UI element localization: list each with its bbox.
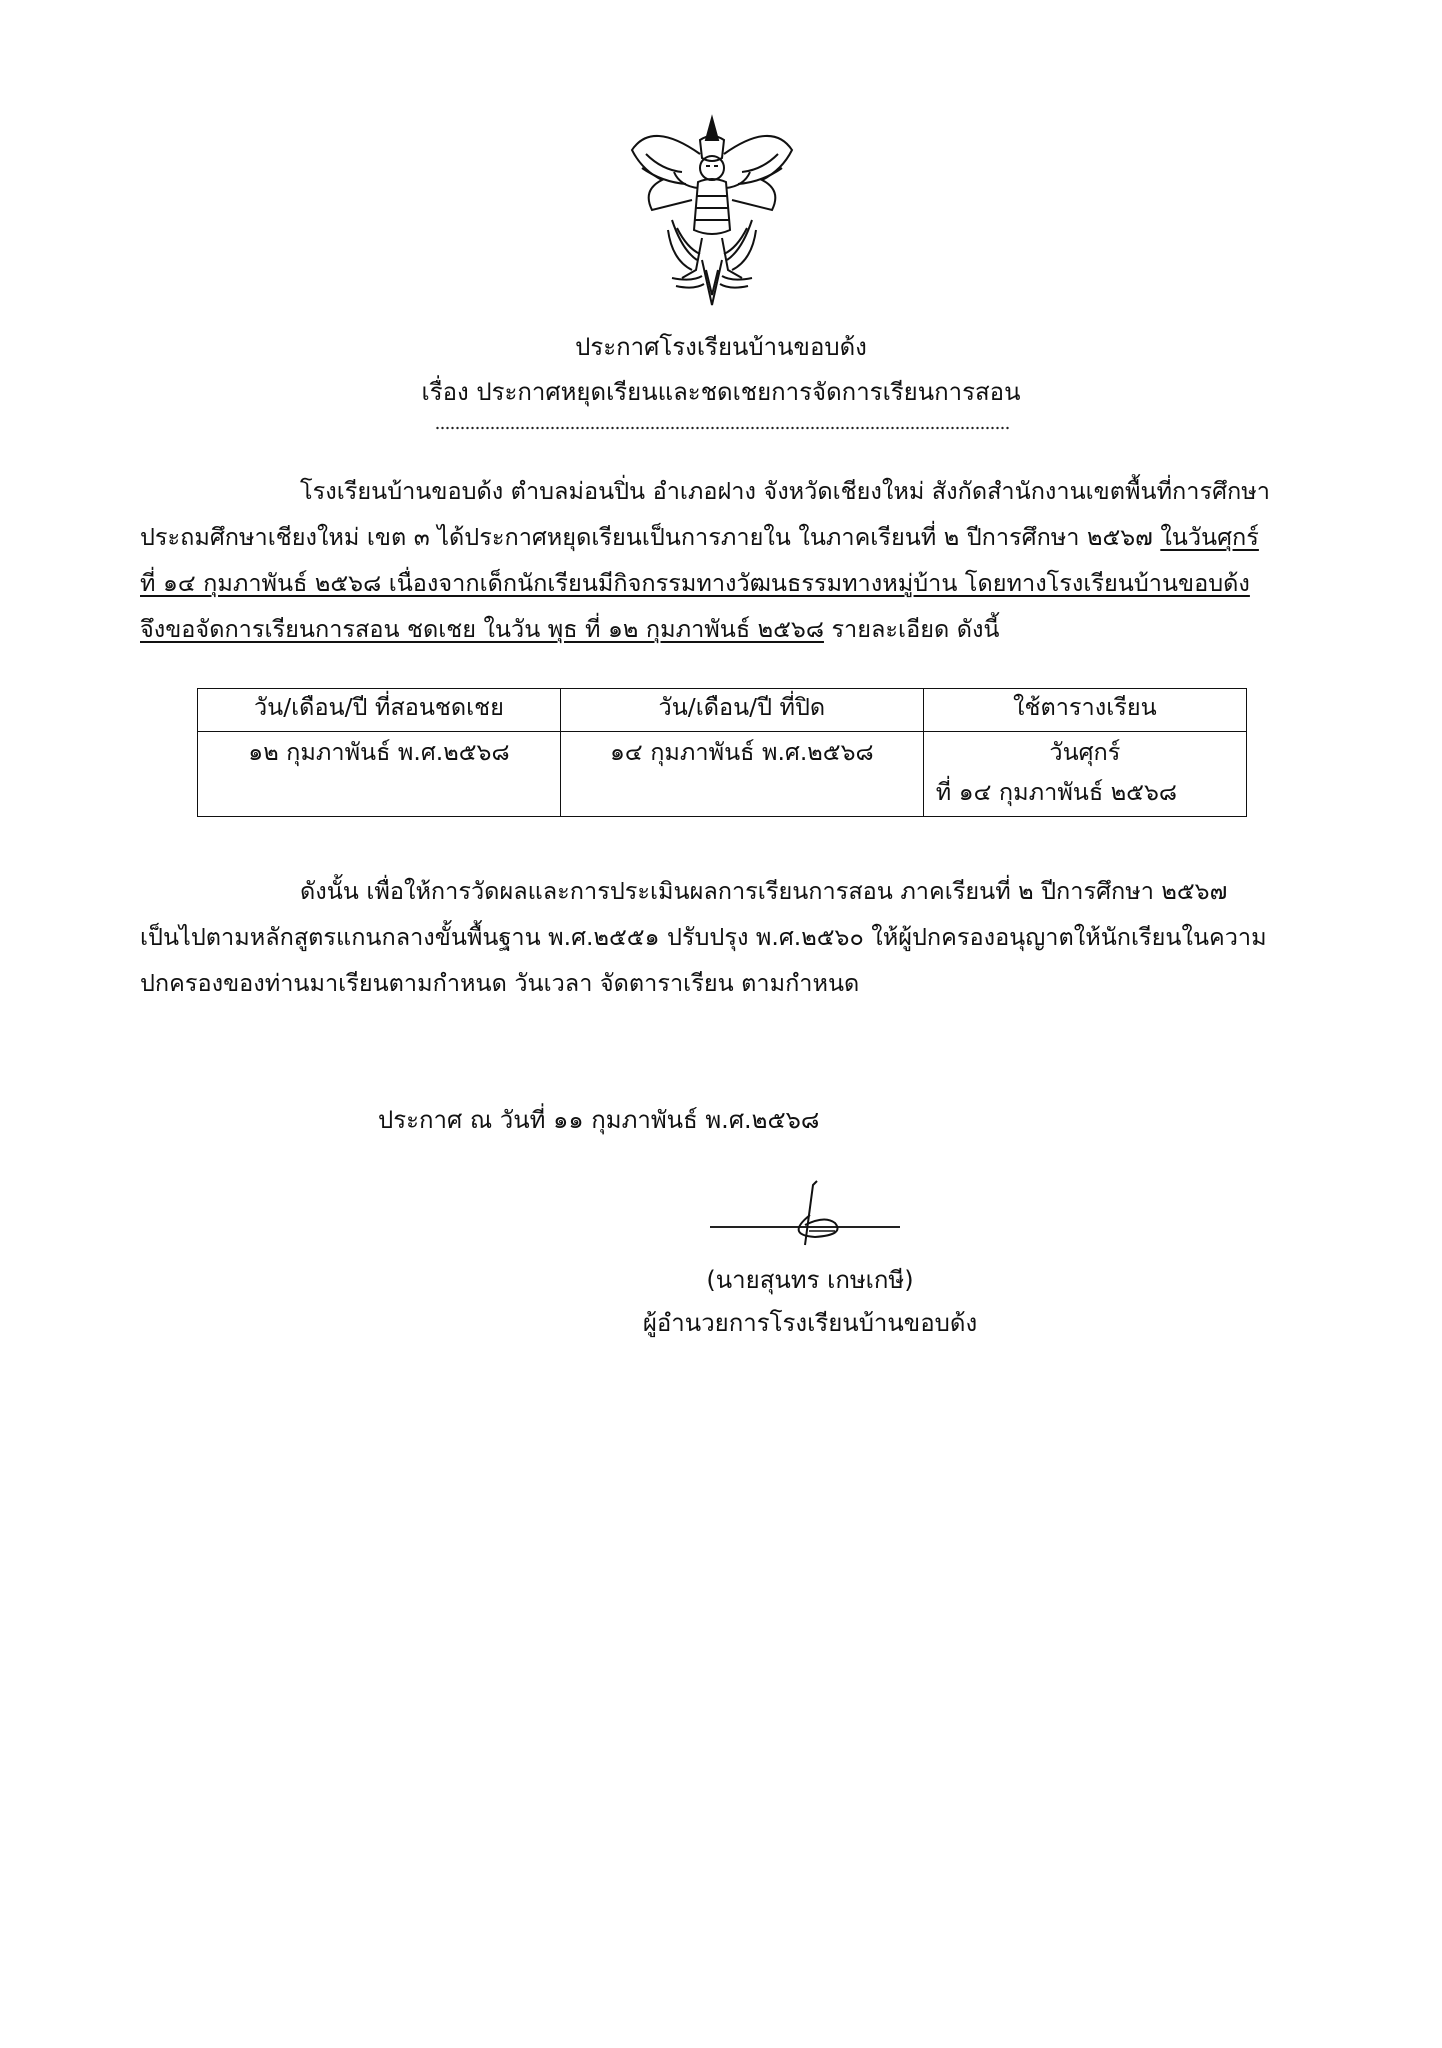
- garuda-emblem-icon: [612, 110, 812, 310]
- announcement-date: ประกาศ ณ วันที่ ๑๑ กุมภาพันธ์ พ.ศ.๒๕๖๘: [378, 1106, 820, 1134]
- paragraph-1-line-4: จึงขอจัดการเรียนการสอน ชดเชย ในวัน พุธ ที่ ๑๒ กุมภาพันธ์ ๒๕๖๘ รายละเอียด ดังนี้: [140, 615, 1000, 643]
- signature-icon: [765, 1175, 875, 1255]
- paragraph-2: [140, 868, 1318, 1006]
- announcement-subject: เรื่อง ประกาศหยุดเรียนและชดเชยการจัดการเรียนการสอน: [421, 378, 1021, 406]
- column-header-closed-date: วัน/เดือน/ปี ที่ปิด: [560, 689, 923, 732]
- signatory-position: ผู้อำนวยการโรงเรียนบ้านขอบด้ง: [642, 1309, 978, 1337]
- announcement-title: ประกาศโรงเรียนบ้านขอบด้ง: [575, 333, 867, 361]
- paragraph-2-line-2: เป็นไปตามหลักสูตรแกนกลางขั้นพื้นฐาน พ.ศ.๒๕๕๑ ปรับปรุง พ.ศ.๒๕๖๐ ให้ผู้ปกครองอนุญาตให้นักเรียนในความ: [140, 923, 1267, 951]
- table-header-row: [198, 689, 1247, 732]
- column-header-makeup-date: วัน/เดือน/ปี ที่สอนชดเชย: [198, 689, 561, 732]
- paragraph-1-line-2: ประถมศึกษาเชียงใหม่ เขต ๓ ได้ประกาศหยุดเรียนเป็นการภายใน ในภาคเรียนที่ ๒ ปีการศึกษา ๒๕๖๗ ในวันศุกร์: [140, 523, 1259, 551]
- table-row: [198, 732, 1247, 817]
- paragraph-2-line-1: ดังนั้น เพื่อให้การวัดผลและการประเมินผลการเรียนการสอน ภาคเรียนที่ ๒ ปีการศึกษา ๒๕๖๗: [300, 877, 1228, 905]
- closed-date-cell: ๑๔ กุมภาพันธ์ พ.ศ.๒๕๖๘: [560, 732, 923, 817]
- signatory-name: (นายสุนทร เกษเกษี): [706, 1266, 914, 1294]
- makeup-date-cell: ๑๒ กุมภาพันธ์ พ.ศ.๒๕๖๘: [198, 732, 561, 817]
- paragraph-2-line-3: ปกครองของท่านมาเรียนตามกำหนด วันเวลา จัดตาราเรียน ตามกำหนด: [140, 969, 860, 997]
- dotted-divider: [435, 425, 1010, 431]
- paragraph-1-line-3: ที่ ๑๔ กุมภาพันธ์ ๒๕๖๘ เนื่องจากเด็กนักเรียนมีกิจกรรมทางวัฒนธรรมทางหมู่บ้าน โดยทางโรงเรียนบ้านขอบด้ง: [140, 569, 1250, 597]
- paragraph-1-line-1: โรงเรียนบ้านขอบด้ง ตำบลม่อนปิ่น อำเภอฝาง จังหวัดเชียงใหม่ สังกัดสำนักงานเขตพื้นที่การศึกษา: [300, 477, 1270, 505]
- paragraph-1: [140, 468, 1318, 652]
- makeup-schedule-table: [197, 688, 1247, 817]
- column-header-schedule: ใช้ตารางเรียน: [923, 689, 1246, 732]
- underlined-day: ในวันศุกร์: [1160, 523, 1259, 551]
- schedule-cell: วันศุกร์ ที่ ๑๔ กุมภาพันธ์ ๒๕๖๘: [923, 732, 1246, 817]
